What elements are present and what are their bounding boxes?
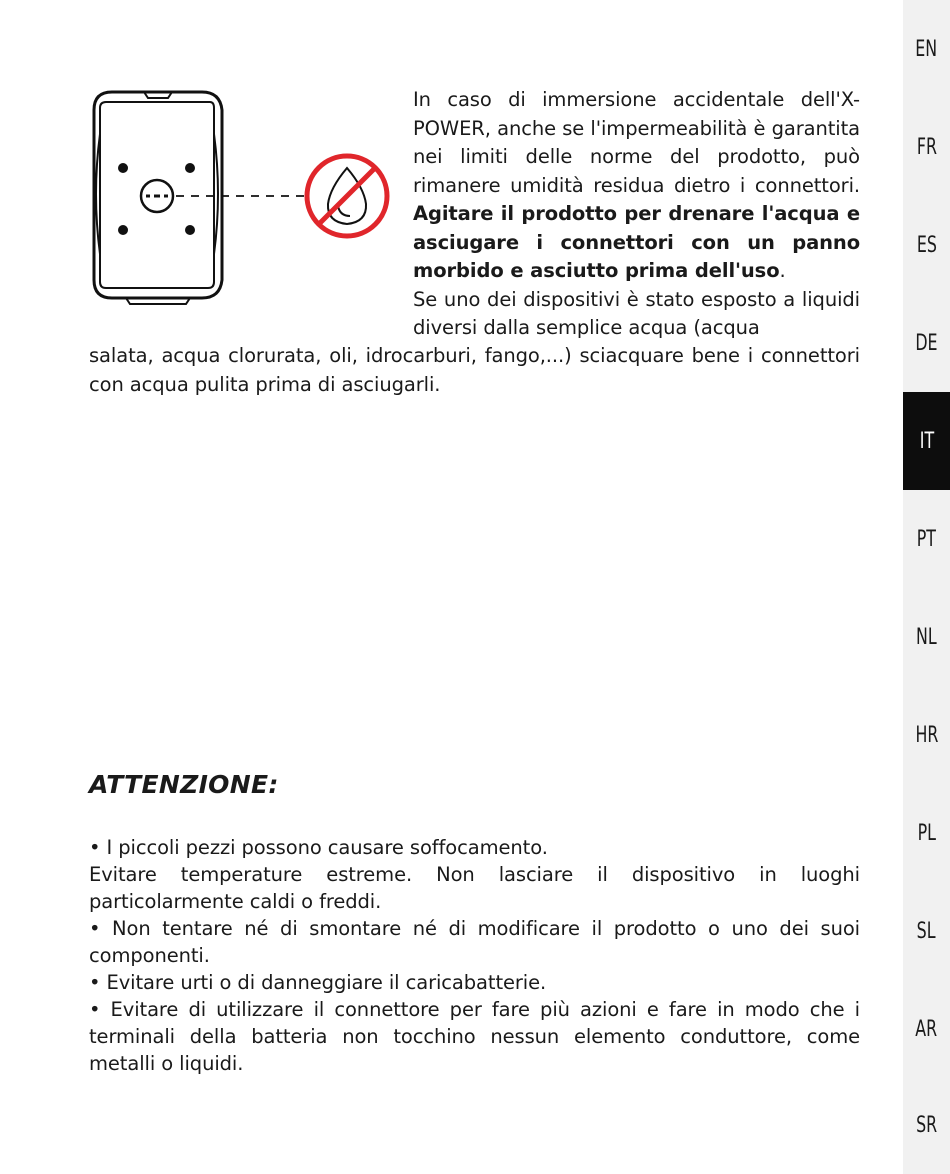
lang-label: SL: [917, 918, 936, 944]
device-drawing: [84, 84, 394, 314]
lang-label: SR: [915, 1112, 938, 1138]
intro-bold-text: Agitare il prodotto per drenare l'acqua e asciugare i connettori con un panno morbido e asciutto prima dell'uso: [413, 202, 860, 282]
lang-label: FR: [916, 134, 937, 160]
lang-label: DE: [915, 330, 938, 356]
lang-label: AR: [915, 1016, 938, 1042]
device-illustration: [84, 84, 394, 314]
device-dot: [118, 225, 128, 235]
lang-label: HR: [915, 722, 938, 748]
intro-paragraph: [413, 86, 860, 343]
lang-label: PT: [916, 526, 937, 552]
lang-tab-es[interactable]: [903, 196, 950, 294]
intro-text-end: .: [779, 259, 786, 282]
lang-tab-en[interactable]: [903, 0, 950, 98]
lang-tab-pl[interactable]: [903, 784, 950, 882]
device-dot: [185, 163, 195, 173]
device-dot: [185, 225, 195, 235]
language-tabs: [903, 0, 950, 1174]
lang-tab-sl[interactable]: [903, 882, 950, 980]
liquids-text-part1: Se uno dei dispositivi è stato esposto a liquidi diversi dalla semplice acqua (acqua: [413, 287, 860, 339]
lang-label: NL: [916, 624, 937, 650]
lang-tab-sr[interactable]: [903, 1076, 950, 1174]
warning-item: • Evitare urti o di danneggiare il caricabatterie.: [89, 971, 547, 994]
warning-item: • Evitare di utilizzare il connettore per fare più azioni e fare in modo che i terminali della batteria non tocchino nessun elemento conduttore, come metalli o liquidi.: [89, 998, 860, 1075]
warning-item: Evitare temperature estreme. Non lasciare il dispositivo in luoghi particolarmente caldi o freddi.: [89, 863, 860, 913]
intro-text: In caso di immersione accidentale dell'X-POWER, anche se l'impermeabilità è garantita nei limiti delle norme del prodotto, può rimanere umidità residua dietro i connettori.: [413, 88, 860, 197]
liquids-paragraph: salata, acqua clorurata, oli, idrocarburi, fango,...) sciacquare bene i connettori con acqua pulita prima di asciugarli.: [89, 344, 860, 396]
warning-list: [89, 834, 860, 1077]
no-water-icon: [307, 156, 387, 236]
warning-item: • Non tentare né di smontare né di modificare il prodotto o uno dei suoi componenti.: [89, 917, 860, 967]
lang-tab-nl[interactable]: [903, 588, 950, 686]
lang-tab-it[interactable]: [903, 392, 950, 490]
lang-tab-fr[interactable]: [903, 98, 950, 196]
lang-label: ES: [916, 232, 937, 258]
lang-tab-hr[interactable]: [903, 686, 950, 784]
lang-tab-pt[interactable]: [903, 490, 950, 588]
lang-label: PL: [917, 820, 936, 846]
lang-label: EN: [915, 36, 938, 62]
warning-item: • I piccoli pezzi possono causare soffocamento.: [89, 836, 548, 859]
lang-tab-de[interactable]: [903, 294, 950, 392]
warning-heading: ATTENZIONE:: [89, 770, 279, 799]
lang-tab-ar[interactable]: [903, 980, 950, 1078]
lang-label: IT: [919, 428, 934, 454]
device-dot: [118, 163, 128, 173]
